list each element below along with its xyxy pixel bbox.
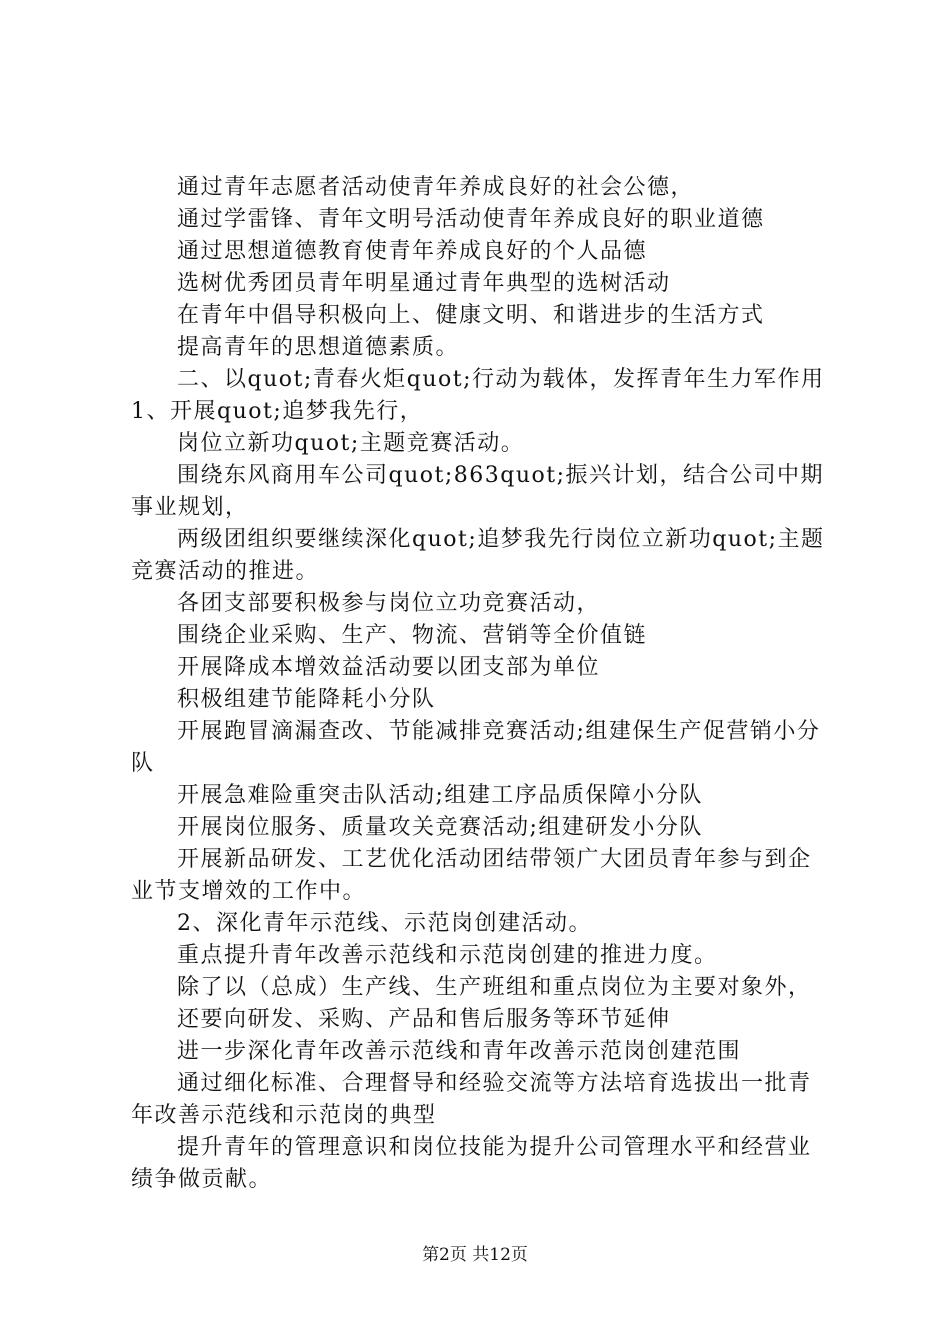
paragraph: 开展新品研发、工艺优化活动团结带领广大团员青年参与到企业节支增效的工作中。 [131, 847, 812, 904]
document-body [131, 172, 831, 1196]
paragraph: 除了以（总成）生产线、生产班组和重点岗位为主要对象外， [177, 975, 812, 1000]
paragraph: 开展岗位服务、质量攻关竞赛活动;组建研发小分队 [177, 815, 703, 840]
paragraph: 通过细化标准、合理督导和经验交流等方法培育选拔出一批青年改善示范线和示范岗的典型 [131, 1071, 812, 1128]
paragraph: 围绕东风商用车公司quot;863quot;振兴计划，结合公司中期事业规划， [131, 463, 824, 520]
paragraph: 二、以quot;青春火炬quot;行动为载体，发挥青年生力军作用1、开展quot;追梦我先行， [131, 367, 825, 424]
paragraph: 还要向研发、采购、产品和售后服务等环节延伸 [177, 1007, 671, 1032]
paragraph: 通过学雷锋、青年文明号活动使青年养成良好的职业道德 [177, 207, 765, 232]
paragraph: 开展跑冒滴漏查改、节能减排竞赛活动;组建保生产促营销小分队 [131, 719, 821, 776]
paragraph: 各团支部要积极参与岗位立功竞赛活动， [177, 591, 601, 616]
paragraph: 提升青年的管理意识和岗位技能为提升公司管理水平和经营业绩争做贡献。 [131, 1135, 812, 1192]
paragraph: 围绕企业采购、生产、物流、营销等全价值链 [177, 623, 648, 648]
paragraph: 开展降成本增效益活动要以团支部为单位 [177, 655, 601, 680]
paragraph: 两级团组织要继续深化quot;追梦我先行岗位立新功quot;主题竞赛活动的推进。 [131, 527, 825, 584]
paragraph: 开展急难险重突击队活动;组建工序品质保障小分队 [177, 783, 703, 808]
paragraph: 通过思想道德教育使青年养成良好的个人品德 [177, 239, 648, 264]
paragraph: 重点提升青年改善示范线和示范岗创建的推进力度。 [177, 943, 718, 968]
paragraph: 选树优秀团员青年明星通过青年典型的选树活动 [177, 271, 671, 296]
paragraph: 进一步深化青年改善示范线和青年改善示范岗创建范围 [177, 1039, 742, 1064]
page-number-footer: 第2页 共12页 [422, 1245, 528, 1265]
paragraph: 提高青年的思想道德素质。 [177, 335, 460, 360]
paragraph: 在青年中倡导积极向上、健康文明、和谐进步的生活方式 [177, 303, 765, 328]
paragraph: 通过青年志愿者活动使青年养成良好的社会公德， [177, 175, 695, 200]
paragraph: 积极组建节能降耗小分队 [177, 687, 436, 712]
paragraph: 岗位立新功quot;主题竞赛活动。 [177, 431, 525, 456]
paragraph: 2、深化青年示范线、示范岗创建活动。 [177, 911, 592, 936]
